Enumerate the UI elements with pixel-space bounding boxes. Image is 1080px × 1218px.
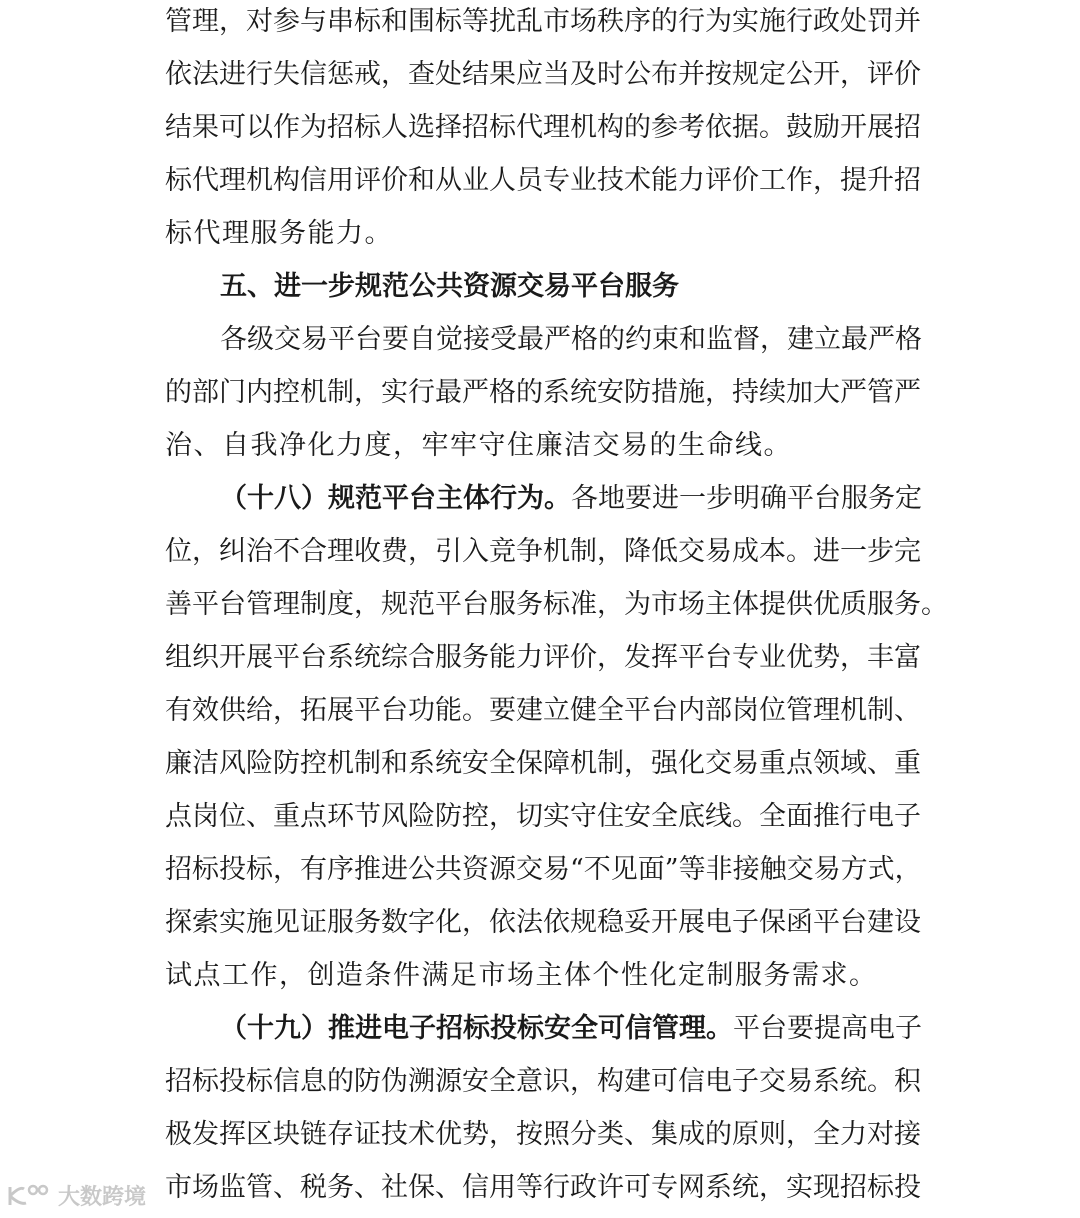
line-text: 善平台管理制度，规范平台服务标准，为市场主体提供优质服务。 [165,589,948,620]
subsection-title: （十九）推进电子招标投标安全可信管理。 [220,1013,733,1044]
line-text: 组织开展平台系统综合服务能力评价，发挥平台专业优势，丰富 [165,642,921,673]
line-text: 各地要进一步明确平台服务定 [571,483,922,514]
line-text: 平台要提高电子 [733,1013,922,1044]
text-line [165,154,921,207]
text-line [165,1055,921,1108]
text-line [165,631,921,684]
text-line [165,1002,922,1055]
line-text: 的部门内控机制，实行最严格的系统安防措施，持续加大严管严 [165,377,921,408]
text-line [165,313,922,366]
text-line [165,366,921,419]
watermark-logo-icon [6,1183,52,1209]
line-text: 招标投标信息的防伪溯源安全意识，构建可信电子交易系统。积 [165,1066,921,1097]
watermark [6,1180,146,1211]
text-line [165,472,922,525]
line-text: 治、自我净化力度，牢牢守住廉洁交易的生命线。 [165,430,792,461]
text-line [165,737,921,790]
line-text: 有效供给，拓展平台功能。要建立健全平台内部岗位管理机制、 [165,695,921,726]
text-line [165,419,917,472]
text-line [165,1108,921,1161]
line-text: 招标投标，有序推进公共资源交易“不见面”等非接触交易方式， [165,854,922,885]
line-text: 标代理服务能力。 [165,218,393,249]
text-line [165,207,917,260]
line-text: 试点工作，创造条件满足市场主体个性化定制服务需求。 [165,960,878,991]
text-line [165,896,921,949]
text-line [165,48,921,101]
line-text: 市场监管、税务、社保、信用等行政许可专网系统，实现招标投 [165,1172,921,1203]
line-text: 廉洁风险防控机制和系统安全保障机制，强化交易重点领域、重 [165,748,921,779]
line-text: 管理，对参与串标和围标等扰乱市场秩序的行为实施行政处罚并 [165,6,921,37]
line-text: 依法进行失信惩戒，查处结果应当及时公布并按规定公开，评价 [165,59,921,90]
text-line [165,0,921,48]
text-line [165,684,921,737]
watermark-text: 大数跨境 [58,1185,147,1210]
document-body [165,0,948,1214]
text-line [165,790,921,843]
text-line [165,525,921,578]
line-text: 点岗位、重点环节风险防控，切实守住安全底线。全面推行电子 [165,801,921,832]
line-text: 结果可以作为招标人选择招标代理机构的参考依据。鼓励开展招 [165,112,921,143]
text-line [165,101,921,154]
line-text: 位，纠治不合理收费，引入竞争机制，降低交易成本。进一步完 [165,536,921,567]
text-line [165,578,948,631]
line-text: 探索实施见证服务数字化，依法依规稳妥开展电子保函平台建设 [165,907,921,938]
text-line [165,843,922,896]
line-text: 各级交易平台要自觉接受最严格的约束和监督，建立最严格 [220,324,922,355]
text-line [165,1161,921,1214]
section-heading [165,260,917,313]
line-text: 极发挥区块链存证技术优势，按照分类、集成的原则，全力对接 [165,1119,921,1150]
text-line [165,949,917,1002]
line-text: 标代理机构信用评价和从业人员专业技术能力评价工作，提升招 [165,165,921,196]
line-text: 五、进一步规范公共资源交易平台服务 [220,271,679,302]
subsection-title: （十八）规范平台主体行为。 [220,483,571,514]
